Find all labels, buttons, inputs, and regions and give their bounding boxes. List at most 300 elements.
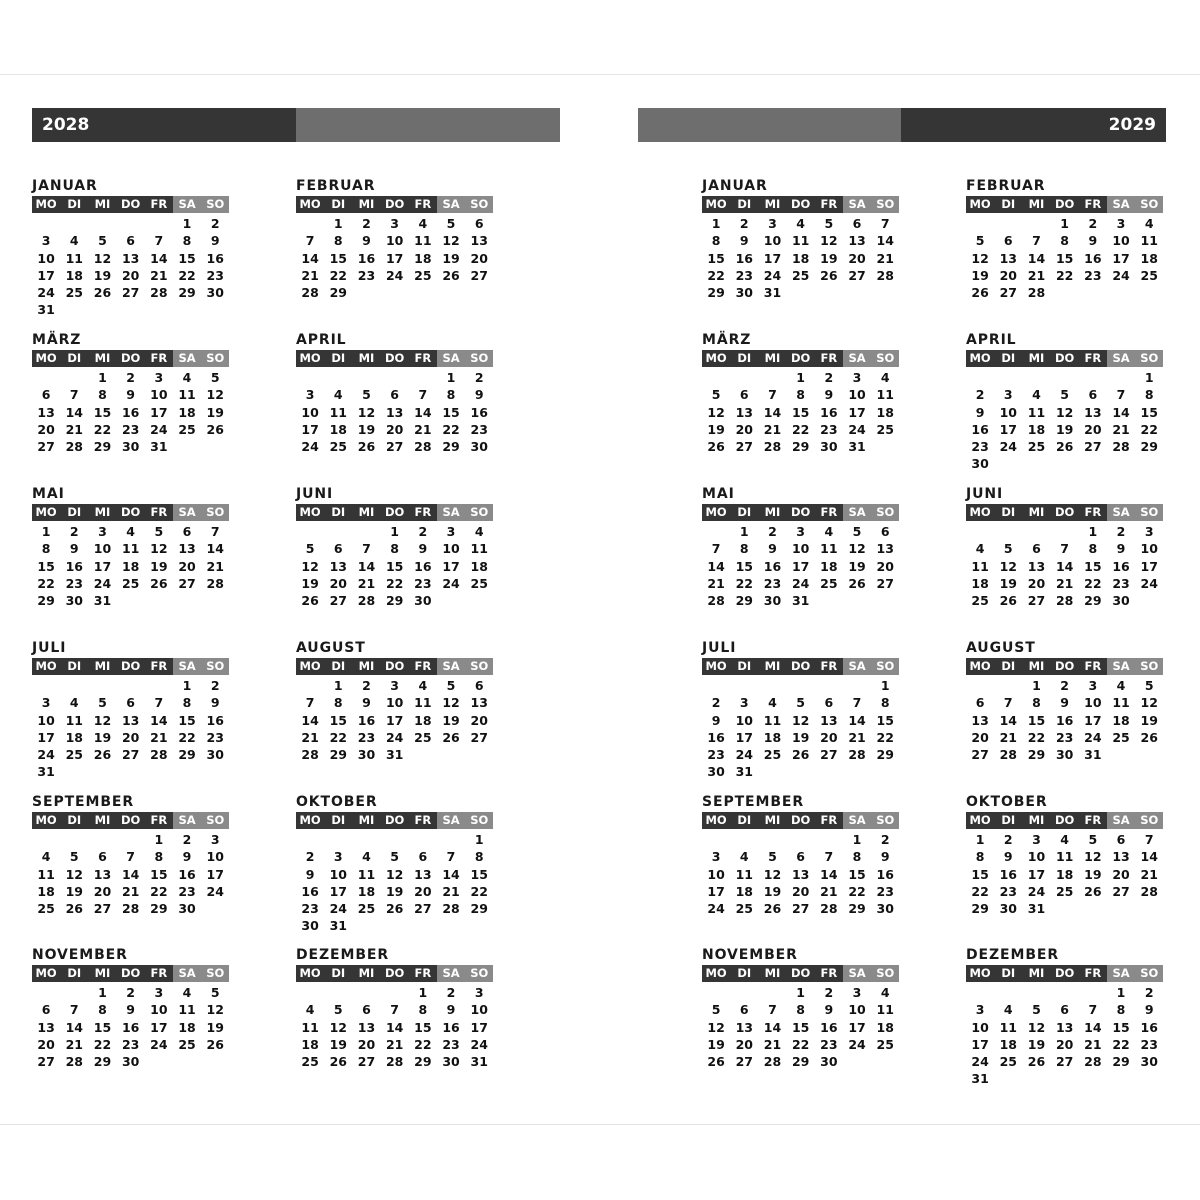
- week-row: [966, 267, 1166, 284]
- week-row: [32, 712, 232, 729]
- day-cell: 27: [999, 285, 1017, 301]
- day-cell: 30: [206, 747, 224, 763]
- day-cell: [32, 831, 60, 848]
- day-cell: 18: [999, 1036, 1017, 1052]
- day-cell: 22: [791, 421, 810, 437]
- week-row: [32, 1019, 232, 1036]
- day-cell: 17: [1027, 866, 1046, 882]
- weekday-header: [702, 965, 902, 982]
- day-cell: [465, 284, 493, 301]
- weekday-label: SO: [465, 504, 493, 521]
- day-cell: 20: [735, 421, 753, 437]
- day-cell: 14: [301, 712, 319, 728]
- day-cell: [60, 763, 88, 780]
- day-cell: 1: [154, 832, 164, 847]
- weekday-label: DI: [730, 350, 758, 367]
- day-cell: 2: [1060, 678, 1069, 693]
- day-cell: 14: [385, 1019, 404, 1035]
- day-cell: [60, 301, 88, 318]
- month-name: SEPTEMBER: [32, 794, 135, 810]
- day-cell: 13: [121, 250, 140, 266]
- day-cell: 17: [385, 250, 404, 266]
- day-cell: 4: [880, 370, 890, 385]
- day-cell: 22: [150, 883, 168, 899]
- weekday-label: MI: [352, 350, 380, 367]
- day-cell: 5: [390, 849, 399, 865]
- day-cell: 5: [1144, 678, 1154, 693]
- day-cell: 10: [470, 1002, 488, 1018]
- day-cell: 1: [182, 216, 192, 231]
- day-cell: 16: [414, 558, 432, 574]
- weekday-label: MO: [296, 965, 324, 982]
- weekday-label: DI: [60, 812, 88, 829]
- week-row: [296, 250, 496, 267]
- day-cell: 12: [65, 866, 83, 882]
- year-label: 2028: [32, 108, 296, 142]
- day-cell: 14: [820, 866, 838, 882]
- month-2029-12: [966, 947, 1166, 1088]
- day-cell: 26: [93, 285, 112, 301]
- day-cell: 7: [852, 695, 862, 711]
- weekday-label: MI: [1022, 350, 1050, 367]
- day-cell: 28: [999, 747, 1017, 763]
- day-cell: 17: [206, 866, 224, 882]
- day-cell: 4: [975, 541, 985, 557]
- day-cell: 3: [711, 849, 721, 865]
- weekday-header: [296, 196, 496, 213]
- weekday-label: SO: [871, 350, 899, 367]
- weekday-label: FR: [1079, 658, 1107, 675]
- day-cell: 9: [1116, 541, 1126, 557]
- day-cell: 22: [876, 729, 894, 745]
- weekday-label: DO: [787, 965, 815, 982]
- week-row: [702, 883, 902, 900]
- weekday-label: MO: [32, 196, 60, 213]
- day-cell: 1: [41, 524, 51, 539]
- day-cell: 31: [385, 747, 404, 763]
- week-row: [702, 984, 902, 1001]
- week-row: [32, 284, 232, 301]
- day-cell: 27: [1027, 593, 1046, 609]
- day-cell: 29: [876, 747, 894, 763]
- weekday-label: MI: [352, 812, 380, 829]
- day-cell: 30: [470, 439, 488, 455]
- day-cell: 31: [848, 439, 866, 455]
- day-cell: 6: [126, 695, 135, 711]
- weekday-label: SA: [1107, 196, 1135, 213]
- day-cell: [324, 831, 352, 848]
- day-cell: 23: [820, 1036, 838, 1052]
- day-cell: 2: [880, 832, 890, 847]
- day-cell: 29: [791, 439, 810, 455]
- day-cell: 21: [121, 883, 140, 899]
- day-cell: 28: [65, 1054, 83, 1070]
- day-cell: 27: [414, 901, 432, 917]
- weekday-label: SO: [465, 196, 493, 213]
- day-cell: 5: [210, 985, 220, 1000]
- weekday-label: FR: [145, 812, 173, 829]
- day-cell: 11: [763, 712, 782, 728]
- weekday-label: FR: [815, 196, 843, 213]
- day-cell: 26: [707, 439, 725, 455]
- month-2028-12: [296, 947, 496, 1070]
- day-cell: [145, 677, 173, 694]
- day-cell: 31: [791, 593, 810, 609]
- day-cell: [296, 215, 324, 232]
- day-cell: 18: [178, 404, 196, 420]
- weekday-label: MI: [1022, 658, 1050, 675]
- day-cell: 30: [999, 901, 1017, 917]
- day-cell: 22: [848, 883, 866, 899]
- day-cell: 18: [876, 404, 894, 420]
- day-cell: [324, 984, 352, 1001]
- day-cell: 6: [41, 1002, 51, 1018]
- day-cell: 9: [739, 233, 749, 249]
- day-cell: 8: [1088, 541, 1098, 557]
- week-row: [702, 592, 902, 609]
- day-cell: 18: [470, 558, 488, 574]
- weekday-label: SO: [871, 504, 899, 521]
- day-cell: [465, 917, 493, 934]
- weekday-header: [32, 658, 232, 675]
- day-cell: 2: [362, 216, 371, 231]
- day-cell: 6: [1116, 832, 1126, 847]
- day-cell: [32, 369, 60, 386]
- day-cell: 12: [206, 387, 224, 403]
- day-cell: 20: [414, 883, 432, 899]
- day-cell: 21: [763, 1036, 782, 1052]
- day-cell: 1: [880, 678, 890, 693]
- week-row: [296, 984, 496, 1001]
- day-cell: 21: [1084, 1036, 1102, 1052]
- day-cell: 27: [1112, 883, 1130, 899]
- day-cell: [324, 523, 352, 540]
- weekday-label: FR: [815, 658, 843, 675]
- month-2028-1: [32, 178, 232, 319]
- day-cell: 16: [763, 558, 782, 574]
- day-cell: 19: [707, 1036, 725, 1052]
- day-cell: [815, 592, 843, 609]
- day-cell: 10: [37, 250, 55, 266]
- day-cell: 24: [385, 267, 404, 283]
- week-row: [32, 883, 232, 900]
- day-cell: 21: [1055, 575, 1074, 591]
- day-cell: 18: [735, 883, 753, 899]
- weekday-label: SA: [1107, 965, 1135, 982]
- day-cell: 18: [37, 883, 55, 899]
- day-cell: [966, 677, 994, 694]
- day-grid: [32, 831, 232, 917]
- day-cell: 11: [1055, 849, 1074, 865]
- day-cell: 30: [876, 901, 894, 917]
- day-cell: 4: [880, 985, 890, 1000]
- day-cell: [381, 284, 409, 301]
- weekday-label: DO: [117, 196, 145, 213]
- week-row: [966, 900, 1166, 917]
- day-cell: 13: [93, 866, 112, 882]
- day-cell: 28: [150, 285, 168, 301]
- day-cell: 27: [876, 575, 894, 591]
- day-cell: 17: [37, 729, 55, 745]
- weekday-label: DO: [381, 350, 409, 367]
- day-cell: 2: [305, 849, 315, 865]
- day-cell: 9: [711, 712, 721, 728]
- day-cell: 9: [210, 695, 220, 711]
- day-cell: 2: [362, 678, 371, 693]
- week-row: [702, 1001, 902, 1018]
- day-cell: 17: [848, 404, 866, 420]
- day-cell: 4: [1060, 832, 1069, 847]
- weekday-header: [966, 965, 1166, 982]
- day-cell: 3: [1032, 832, 1041, 847]
- day-cell: [437, 917, 465, 934]
- week-row: [32, 250, 232, 267]
- week-row: [32, 421, 232, 438]
- day-cell: [871, 592, 899, 609]
- day-cell: 9: [210, 233, 220, 249]
- day-cell: 7: [305, 233, 315, 249]
- day-cell: [871, 763, 899, 780]
- week-row: [966, 1053, 1166, 1070]
- day-cell: 16: [707, 729, 725, 745]
- day-cell: 27: [121, 285, 140, 301]
- weekday-label: FR: [815, 350, 843, 367]
- day-cell: 17: [763, 250, 782, 266]
- day-cell: 5: [333, 1002, 343, 1018]
- day-cell: [758, 763, 786, 780]
- day-cell: [994, 215, 1022, 232]
- day-cell: 15: [1112, 1019, 1130, 1035]
- day-cell: [702, 984, 730, 1001]
- day-cell: 25: [37, 901, 55, 917]
- day-cell: 24: [470, 1036, 488, 1052]
- day-cell: 26: [442, 729, 460, 745]
- day-cell: 15: [470, 866, 488, 882]
- weekday-label: DO: [1051, 658, 1079, 675]
- day-cell: 25: [876, 421, 894, 437]
- day-cell: 15: [791, 1019, 810, 1035]
- day-cell: 26: [1084, 883, 1102, 899]
- day-grid: [296, 523, 496, 609]
- weekday-label: SO: [201, 350, 229, 367]
- day-cell: 22: [707, 267, 725, 283]
- day-cell: 18: [301, 1036, 319, 1052]
- weekday-label: FR: [145, 196, 173, 213]
- day-cell: 12: [206, 1002, 224, 1018]
- day-cell: 12: [707, 404, 725, 420]
- day-cell: 8: [333, 695, 343, 711]
- day-cell: [871, 1053, 899, 1070]
- year-band-accent: [638, 108, 901, 142]
- day-cell: 14: [150, 250, 168, 266]
- week-row: [966, 1001, 1166, 1018]
- week-row: [296, 267, 496, 284]
- day-cell: 23: [735, 267, 753, 283]
- day-grid: [296, 677, 496, 763]
- weekday-header: [296, 965, 496, 982]
- day-cell: 14: [206, 541, 224, 557]
- day-cell: 26: [65, 901, 83, 917]
- day-cell: 25: [999, 1054, 1017, 1070]
- day-cell: 23: [121, 421, 140, 437]
- week-row: [702, 215, 902, 232]
- day-cell: 5: [98, 233, 107, 249]
- day-cell: 7: [1032, 233, 1041, 249]
- day-cell: 28: [1055, 593, 1074, 609]
- weekday-label: MO: [966, 504, 994, 521]
- day-cell: 19: [1084, 866, 1102, 882]
- day-cell: 26: [971, 285, 989, 301]
- day-cell: 8: [1060, 233, 1069, 249]
- day-cell: 30: [178, 901, 196, 917]
- day-cell: 25: [178, 1036, 196, 1052]
- weekday-label: MO: [296, 196, 324, 213]
- month-2029-8: [966, 640, 1166, 763]
- day-cell: 4: [418, 216, 428, 231]
- day-cell: 12: [93, 250, 112, 266]
- day-cell: 29: [93, 439, 112, 455]
- day-cell: 4: [126, 524, 135, 539]
- day-cell: 19: [971, 267, 989, 283]
- day-cell: 7: [69, 387, 79, 403]
- weekday-label: DI: [324, 350, 352, 367]
- week-row: [296, 558, 496, 575]
- week-row: [702, 523, 902, 540]
- weekday-label: MI: [88, 965, 116, 982]
- day-cell: 4: [824, 524, 834, 539]
- day-cell: [994, 455, 1022, 472]
- day-cell: [296, 677, 324, 694]
- day-cell: 16: [971, 421, 989, 437]
- day-cell: 21: [1140, 866, 1158, 882]
- month-2028-11: [32, 947, 232, 1070]
- bottom-page-rule: [0, 1124, 1200, 1125]
- day-cell: 27: [735, 439, 753, 455]
- weekday-label: SO: [465, 812, 493, 829]
- day-cell: 15: [971, 866, 989, 882]
- day-cell: 8: [182, 233, 192, 249]
- day-cell: 8: [1116, 1002, 1126, 1018]
- day-cell: 11: [820, 541, 838, 557]
- day-cell: 11: [1027, 404, 1046, 420]
- day-cell: 19: [385, 883, 404, 899]
- month-2028-7: [32, 640, 232, 781]
- day-cell: 9: [182, 849, 192, 865]
- day-cell: 20: [178, 558, 196, 574]
- day-cell: 27: [470, 729, 488, 745]
- week-row: [296, 712, 496, 729]
- day-cell: [815, 284, 843, 301]
- day-cell: 14: [763, 1019, 782, 1035]
- day-cell: 17: [301, 421, 319, 437]
- day-cell: 3: [98, 524, 107, 539]
- day-cell: [1079, 455, 1107, 472]
- day-cell: 15: [1084, 558, 1102, 574]
- day-cell: 20: [1027, 575, 1046, 591]
- day-cell: 15: [414, 1019, 432, 1035]
- day-cell: 13: [735, 404, 753, 420]
- day-cell: 27: [820, 747, 838, 763]
- day-cell: 16: [65, 558, 83, 574]
- day-cell: 15: [848, 866, 866, 882]
- weekday-label: MI: [1022, 812, 1050, 829]
- day-cell: 23: [357, 729, 376, 745]
- day-cell: 16: [178, 866, 196, 882]
- day-cell: 16: [1055, 712, 1074, 728]
- weekday-label: SO: [465, 350, 493, 367]
- day-cell: 30: [65, 593, 83, 609]
- week-row: [702, 1019, 902, 1036]
- day-cell: [201, 301, 229, 318]
- day-cell: 13: [357, 1019, 376, 1035]
- weekday-label: DO: [787, 350, 815, 367]
- month-name: JULI: [32, 640, 67, 656]
- week-row: [702, 694, 902, 711]
- weekday-label: MI: [1022, 965, 1050, 982]
- week-row: [32, 984, 232, 1001]
- week-row: [32, 438, 232, 455]
- day-cell: 4: [418, 678, 428, 693]
- day-cell: 28: [848, 747, 866, 763]
- day-cell: [758, 831, 786, 848]
- day-cell: 18: [178, 1019, 196, 1035]
- day-cell: 26: [301, 593, 319, 609]
- day-cell: 23: [1140, 1036, 1158, 1052]
- day-cell: 5: [98, 695, 107, 711]
- day-cell: [173, 1053, 201, 1070]
- day-cell: 24: [735, 747, 753, 763]
- day-cell: 20: [470, 712, 488, 728]
- day-cell: 29: [1027, 747, 1046, 763]
- weekday-label: FR: [145, 658, 173, 675]
- day-cell: 9: [1144, 1002, 1154, 1018]
- weekday-label: MO: [296, 812, 324, 829]
- day-cell: 13: [876, 541, 894, 557]
- week-row: [296, 900, 496, 917]
- day-cell: 13: [791, 866, 810, 882]
- day-cell: 23: [65, 575, 83, 591]
- day-cell: 12: [707, 1019, 725, 1035]
- day-cell: 1: [98, 370, 107, 385]
- day-cell: 25: [1027, 439, 1046, 455]
- day-cell: 30: [301, 918, 319, 934]
- day-cell: [966, 369, 994, 386]
- day-cell: 24: [93, 575, 112, 591]
- week-row: [32, 900, 232, 917]
- day-cell: [1022, 455, 1050, 472]
- weekday-label: DO: [1051, 350, 1079, 367]
- day-cell: [966, 215, 994, 232]
- weekday-label: DI: [730, 504, 758, 521]
- day-cell: 22: [442, 421, 460, 437]
- day-cell: 5: [210, 370, 220, 385]
- day-cell: 29: [150, 901, 168, 917]
- weekday-label: MO: [702, 196, 730, 213]
- day-cell: [843, 592, 871, 609]
- day-cell: [730, 677, 758, 694]
- top-page-rule: [0, 74, 1200, 75]
- day-cell: [1135, 592, 1163, 609]
- weekday-label: DO: [381, 812, 409, 829]
- day-cell: 11: [178, 387, 196, 403]
- day-cell: 23: [442, 1036, 460, 1052]
- day-cell: 11: [876, 1002, 894, 1018]
- day-cell: 6: [474, 678, 484, 693]
- weekday-label: DI: [994, 504, 1022, 521]
- weekday-label: DO: [381, 196, 409, 213]
- day-cell: 7: [154, 695, 164, 711]
- month-name: NOVEMBER: [32, 947, 128, 963]
